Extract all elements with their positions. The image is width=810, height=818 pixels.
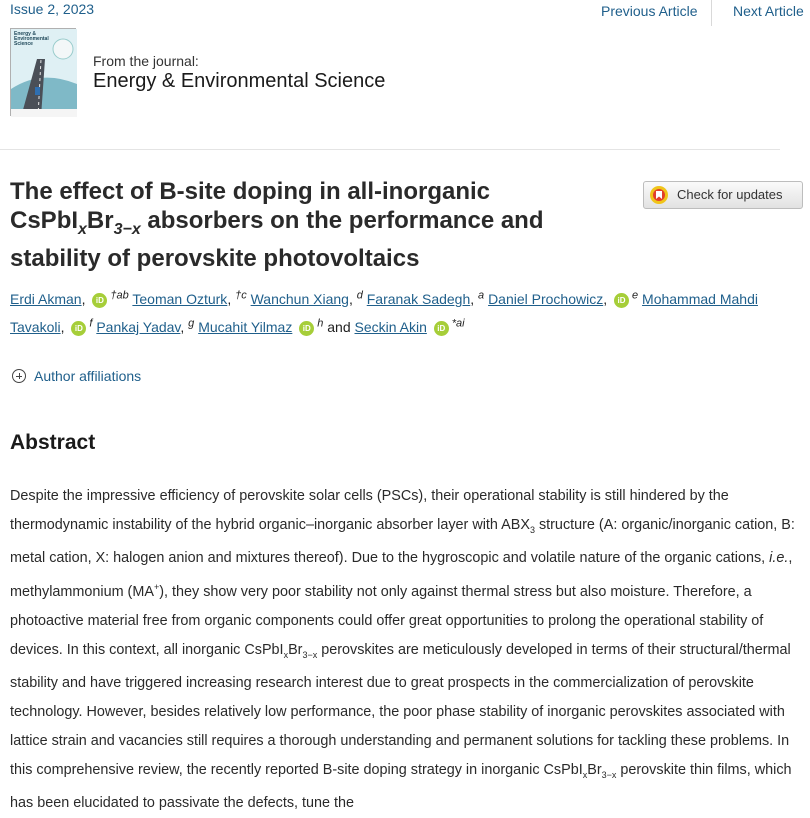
check-updates-icon [649,185,669,205]
orcid-icon[interactable]: iD [71,321,86,336]
author-entry: Wanchun Xiang, $^d$ [250,289,363,307]
abstract-part: Despite the impressive efficiency of perovskite solar cells (PSCs), their operational stability is still hindered by the thermodynamic instability of the hybrid organic–inorganic absorber layer with ABX [10,488,729,533]
author-name-link[interactable]: Wanchun Xiang [250,291,349,307]
affiliation-marker: d [356,289,363,302]
author-entry: Daniel Prochowicz, iD $^e$ [488,289,639,307]
author-entry: Pankaj Yadav, $^g$ [96,317,195,335]
abstract-subscript: 3 [529,524,535,535]
journal-name[interactable]: Energy & Environmental Science [93,70,386,92]
author-entry: Mohammad Mahdi Tavakoli, iD $^f$ [10,291,758,335]
abstract-part: Br [587,761,602,778]
expand-plus-icon [12,369,26,383]
title-text-1: The effect of B-site doping in all-inorganic CsPbI [10,178,491,234]
check-for-updates-button[interactable] [643,181,803,209]
author-affiliations-toggle[interactable] [12,368,141,384]
orcid-icon[interactable]: iD [434,321,449,336]
author-name-link[interactable]: Mohammad Mahdi Tavakoli [10,291,758,335]
author-affiliations-label: Author affiliations [34,368,142,384]
abstract-subscript: x [582,769,588,780]
authors-and: and [327,319,351,335]
affiliation-marker: h [317,317,324,330]
affiliation-marker: g [188,317,195,330]
author-entry: Erdi Akman, iD $^{\dagger ab}$ [10,289,129,307]
author-entry [198,319,327,335]
abstract-part: perovskite thin films, which has been elucidated to passivate the defects, tune the [10,761,792,812]
author-name-link[interactable]: Faranak Sadegh [366,291,471,307]
author-name-link[interactable]: Erdi Akman [10,291,82,307]
title-text-3: absorbers on the performance and stability of perovskite photovoltaics [10,207,544,272]
author-entry: Teoman Ozturk, $^{\dagger c}$ [132,289,247,307]
title-subscript-3x: 3−x [113,220,141,238]
author-name-link[interactable]: Mucahit Yilmaz [198,319,293,335]
abstract-part: Br [288,641,303,658]
author-name-link[interactable]: Daniel Prochowicz [488,291,604,307]
affiliation-marker: †ab [110,289,129,302]
author-name-link[interactable]: Seckin Akin [354,319,427,335]
abstract-part: ), they show very poor stability not only against thermal stress but also moisture. Therefore, a photoactive material free from organic components could offer great opportunities to prolong the operational stability of devices. In this context, all inorganic CsPbI [10,584,764,658]
nav-divider [711,0,712,26]
article-title [10,177,610,273]
journal-cover-image[interactable] [10,28,76,116]
title-text-2: Br [86,207,114,234]
affiliation-marker: a [478,289,485,302]
author-list [10,285,778,341]
abstract-subscript: 3−x [601,769,617,780]
abstract-part: perovskites are meticulously developed in terms of their structural/thermal stability and have triggered increasing research interest due to great prospects in the commercialization of perovskite technology. However, besides relatively low performance, the poor phase stability of inorganic perovskites associated with lattice strain and vacancies still requires a thorough understanding and permanent solutions for tackling these problems. In this comprehensive review, the recently reported B-site doping strategy in inorganic CsPbI [10,641,791,778]
author-name-link[interactable]: Pankaj Yadav [96,319,181,335]
orcid-icon[interactable]: iD [92,293,107,308]
abstract-italic: i.e. [769,550,789,567]
orcid-icon[interactable]: iD [299,321,314,336]
abstract-text [10,482,810,818]
abstract-part: structure (A: organic/inorganic cation, B: metal cation, X: halogen anion and mixtures thereof). Due to the hygroscopic and volatile nature of the organic cations, [10,516,795,567]
affiliation-marker: f [89,317,93,330]
author-entry: Faranak Sadegh, $^a$ [366,289,485,307]
affiliation-marker: †c [235,289,247,302]
from-journal-label: From the journal: [93,53,199,69]
author-entry [355,319,465,335]
previous-article-link[interactable]: Previous Article [601,3,698,19]
affiliation-marker: *ai [451,317,465,330]
title-subscript-x: x [78,220,87,238]
abstract-part: , methylammonium (MA [10,550,793,601]
abstract-superscript: + [153,582,160,593]
abstract-subscript: 3−x [302,649,318,660]
check-updates-label: Check for updates [677,187,783,202]
abstract-heading: Abstract [10,431,96,454]
next-article-link[interactable]: Next Article [733,3,804,19]
issue-link[interactable]: Issue 2, 2023 [10,1,95,17]
affiliation-marker: e [632,289,639,302]
orcid-icon[interactable]: iD [614,293,629,308]
header-divider [0,149,780,150]
abstract-subscript: x [283,649,289,660]
author-name-link[interactable]: Teoman Ozturk [132,291,228,307]
cover-title: Energy & Environmental Science [14,31,49,47]
